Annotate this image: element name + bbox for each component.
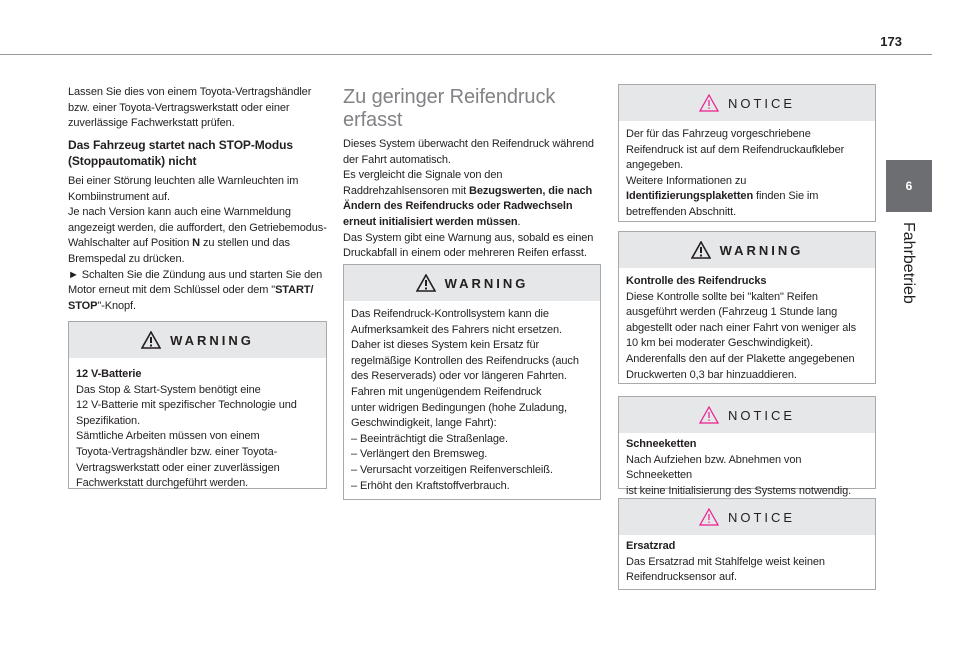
text-line xyxy=(68,236,330,252)
warning-triangle-icon xyxy=(691,241,711,259)
text-line: abgestellt oder nach einer Fahrt von weniger als xyxy=(626,321,857,334)
text-line: angezeigt werden, die auffordert, den Getriebemodus- xyxy=(68,221,327,234)
warning-header xyxy=(69,322,326,358)
text-line: Diese Kontrolle sollte bei "kalten" Reifen xyxy=(626,290,818,303)
text-line: unter widrigen Bedingungen (hohe Zuladung, xyxy=(351,401,567,414)
text-line: – Erhöht den Kraftstoffverbrauch. xyxy=(351,479,510,492)
notice-triangle-icon xyxy=(699,94,719,112)
notice-header xyxy=(619,499,875,535)
warning-label: WARNING xyxy=(719,242,804,258)
text-line: Anderenfalls den auf der Plakette angegebenen xyxy=(626,352,855,365)
text-line: Dieses System überwacht den Reifendruck während xyxy=(343,138,594,150)
text-line: Toyota-Vertragshändler bzw. einer Toyota- xyxy=(76,445,278,458)
warning-triangle-icon xyxy=(141,331,161,349)
notice-body xyxy=(619,535,875,586)
text-run: Raddrehzahlsensoren mit xyxy=(343,184,470,197)
text-line xyxy=(68,283,330,299)
text-line: Kombiinstrument auf. xyxy=(68,190,170,203)
text-line: Fachwerkstatt durchgeführt werden. xyxy=(76,477,249,490)
text-line xyxy=(343,199,603,215)
chapter-tab[interactable]: 6 xyxy=(886,160,932,212)
text-line: Druckabfall in einem oder mehreren Reifen erfasst. xyxy=(343,247,587,260)
bold-run: erneut initialisiert werden müssen xyxy=(343,215,518,228)
heading-line: (Stoppautomatik) nicht xyxy=(68,154,197,168)
notice-box-pressure xyxy=(618,84,876,222)
text-line: Geschwindigkeit, lange Fahrt): xyxy=(351,417,497,430)
text-line: – Verursacht vorzeitigen Reifenverschleiß. xyxy=(351,463,553,476)
text-line: Vertragswerkstatt oder einer zuverlässigen xyxy=(76,461,280,474)
text-line: Reifendruck ist auf dem Reifendruckaufkleber xyxy=(626,143,845,156)
intro-paragraph xyxy=(68,85,330,132)
text-run: finden Sie im xyxy=(753,190,819,203)
text-run: Wahlschalter auf Position xyxy=(68,237,193,250)
text-line: angegeben. xyxy=(626,159,684,172)
text-line: Bremspedal zu drücken. xyxy=(68,252,185,265)
notice-box-snowchains xyxy=(618,396,876,497)
text-line: Lassen Sie dies von einem Toyota-Vertragshändler xyxy=(68,86,312,98)
chapter-title xyxy=(885,222,931,312)
notice-title: Schneeketten xyxy=(626,438,697,450)
warning-box-check xyxy=(618,231,876,384)
text-line: Der für das Fahrzeug vorgeschriebene xyxy=(626,128,811,140)
page-number: 173 xyxy=(880,34,902,49)
text-line: Bei einer Störung leuchten alle Warnleuchten im xyxy=(68,175,299,187)
text-line: ► Schalten Sie die Zündung aus und starten Sie den xyxy=(68,268,323,281)
warning-header xyxy=(619,232,875,268)
text-line: Je nach Version kann auch eine Warnmeldung xyxy=(68,206,291,219)
warning-title: Kontrolle des Reifendrucks xyxy=(626,275,767,287)
body-paragraphs xyxy=(68,174,330,314)
text-line: Das Ersatzrad mit Stahlfelge weist keinen xyxy=(626,555,825,568)
notice-label: NOTICE xyxy=(727,95,796,111)
top-rule xyxy=(0,54,932,55)
warning-title: 12 V-Batterie xyxy=(76,368,142,380)
notice-label: NOTICE xyxy=(727,407,796,423)
warning-label: WARNING xyxy=(444,275,529,291)
text-line: Aufmerksamkeit des Fahrers nicht ersetzen. xyxy=(351,323,562,336)
text-line: der Fahrt automatisch. xyxy=(343,153,451,166)
text-line: Fahren mit ungenügendem Reifendruck xyxy=(351,385,542,398)
warning-label: WARNING xyxy=(170,332,254,348)
notice-header xyxy=(619,397,875,433)
text-run: Motor erneut mit dem Schlüssel oder dem " xyxy=(68,284,276,297)
bold-run: N xyxy=(192,237,201,250)
section-heading-large xyxy=(343,86,603,132)
body-paragraphs xyxy=(343,137,603,262)
text-line: Das Stop & Start-System benötigt eine xyxy=(76,383,261,396)
text-line: 10 km bei moderater Geschwindigkeit). xyxy=(626,337,814,350)
text-line xyxy=(626,189,867,205)
text-line: Reifendrucksensor auf. xyxy=(626,571,737,584)
text-line: betreffenden Abschnitt. xyxy=(626,205,737,218)
warning-box-tpms xyxy=(343,264,601,500)
warning-header xyxy=(344,265,600,301)
chapter-title-text: Fahrbetrieb xyxy=(900,222,917,304)
notice-triangle-icon xyxy=(699,406,719,424)
text-line: – Beeinträchtigt die Straßenlage. xyxy=(351,432,508,445)
bold-run: Bezugswerten, die nach xyxy=(469,184,593,197)
text-line: Es vergleicht die Signale von den xyxy=(343,169,503,182)
notice-box-spare-wheel xyxy=(618,498,876,590)
text-line xyxy=(343,184,603,200)
bold-run: START/ xyxy=(275,284,314,297)
text-line: Weitere Informationen zu xyxy=(626,174,747,187)
heading-line: Das Fahrzeug startet nach STOP-Modus xyxy=(68,138,293,152)
warning-body xyxy=(344,301,600,494)
warning-box-battery xyxy=(68,321,327,489)
text-line: zuverlässige Fachwerkstatt prüfen. xyxy=(68,117,235,130)
bold-run: Identifizierungsplaketten xyxy=(626,190,754,203)
text-run: zu stellen und das xyxy=(200,237,290,250)
text-line: Sämtliche Arbeiten müssen von einem xyxy=(76,430,260,443)
warning-body xyxy=(619,268,875,383)
text-line: Das Reifendruck-Kontrollsystem kann die xyxy=(351,308,549,320)
bold-run: Ändern des Reifendrucks oder Radwechseln xyxy=(343,200,573,213)
text-run: "-Knopf. xyxy=(97,299,136,312)
text-line: regelmäßige Kontrollen des Reifendrucks (auch xyxy=(351,354,579,367)
text-line: 12 V-Batterie mit spezifischer Technologie und xyxy=(76,399,297,412)
text-line: Das System gibt eine Warnung aus, sobald es einen xyxy=(343,231,594,244)
heading-line: Zu geringer Reifendruck xyxy=(343,86,556,108)
text-line: Spezifikation. xyxy=(76,414,141,427)
text-line xyxy=(343,215,603,231)
text-line: – Verlängert den Bremsweg. xyxy=(351,448,488,461)
text-line: bzw. einer Toyota-Vertragswerkstatt oder einer xyxy=(68,101,290,114)
text-line: ist keine Initialisierung des Systems notwendig. xyxy=(626,484,852,497)
section-heading xyxy=(68,137,330,169)
warning-triangle-icon xyxy=(416,274,436,292)
text-line: des Reserverads) oder vor längeren Fahrten. xyxy=(351,370,567,383)
notice-body xyxy=(619,433,875,499)
notice-label: NOTICE xyxy=(727,509,796,525)
bold-run: STOP xyxy=(68,299,98,312)
text-line: Nach Aufziehen bzw. Abnehmen von Schneeketten xyxy=(626,453,802,482)
text-run: . xyxy=(517,215,521,228)
notice-header xyxy=(619,85,875,121)
text-line: Druckwerten 0,3 bar hinzuaddieren. xyxy=(626,368,797,381)
notice-title: Ersatzrad xyxy=(626,540,676,552)
text-line: Daher ist dieses System kein Ersatz für xyxy=(351,339,540,352)
warning-body xyxy=(69,358,326,492)
notice-body xyxy=(619,121,875,221)
text-line: ausgeführt werden (Fahrzeug 1 Stunde lang xyxy=(626,306,838,319)
notice-triangle-icon xyxy=(699,508,719,526)
text-line xyxy=(68,299,330,315)
heading-line: erfasst xyxy=(343,109,403,131)
